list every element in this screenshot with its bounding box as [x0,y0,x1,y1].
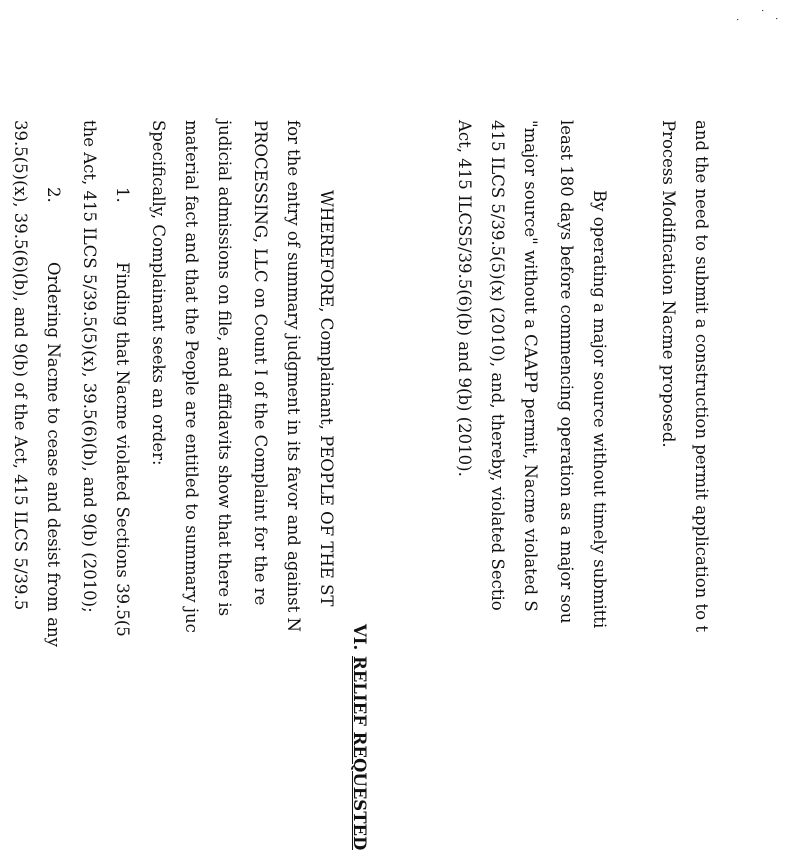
list-item-number: 1. [113,187,132,203]
text-line: By operating a major source without timely submitti [590,190,609,629]
text-line: 415 ILCS 5/39.5(5)(x) (2010), and, thereby, violated Sectio [488,120,507,611]
scan-speck: . [773,17,784,21]
section-number: VI. [350,624,369,651]
text-line: judicial admissions on file, and affidavits show that there is [215,120,234,617]
text-line: Specifically, Complainant seeks an order: [149,120,168,466]
text-line: the Act, 415 ILCS 5/39.5(5)(x), 39.5(6)(b), and 9(b) (2010); [80,120,99,613]
text-line: Finding that Nacme violated Sections 39.5(5 [113,262,132,637]
scan-speck: . [759,9,770,13]
section-heading [351,624,368,850]
list-item-number: 2. [44,187,63,203]
text-line: material fact and that the People are entitled to summary juc [182,120,201,633]
text-line: Process Modification Nacme proposed. [659,120,678,448]
section-title: RELIEF REQUESTED [350,656,369,850]
text-line: "major source" without a CAAPP permit, Nacme violated S [521,120,540,612]
text-line: Act, 415 ILCS5/39.5(6)(b) and 9(b) (2010). [455,120,474,477]
text-line: Ordering Nacme to cease and desist from any [44,262,63,647]
text-line: WHEREFORE, Complainant, PEOPLE OF THE ST [317,190,336,607]
text-line: least 180 days before commencing operation as a major sou [557,120,576,624]
text-line: for the entry of summary judgment in its favor and against N [284,120,303,632]
text-line: PROCESSING, LLC on Count I of the Complaint for the re [251,120,270,606]
text-line: 39.5(5)(x), 39.5(6)(b), and 9(b) of the Act, 415 ILCS 5/39.5 [11,120,30,611]
scan-speck: . [734,18,745,22]
text-line: and the need to submit a construction permit application to t [692,120,711,632]
